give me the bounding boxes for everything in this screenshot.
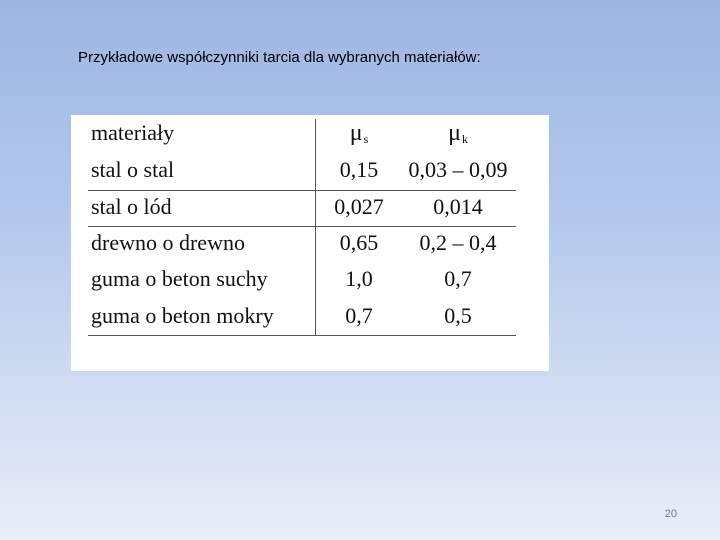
table-row-mu-k: 0,7 — [444, 266, 472, 291]
table-row-mu-s: 0,7 — [345, 303, 373, 328]
page-number: 20 — [664, 508, 677, 520]
table-row-mu-k: 0,2 – 0,4 — [419, 230, 497, 255]
table-row-mu-k: 0,014 — [433, 194, 483, 219]
table-row-mu-k: 0,03 – 0,09 — [408, 157, 508, 182]
table-row-material: drewno o drewno — [91, 230, 245, 255]
header-mu-k — [401, 115, 515, 151]
table-row-material: guma o beton suchy — [91, 266, 268, 291]
table-row-material: guma o beton mokry — [91, 303, 274, 328]
slide-title: Przykładowe współczynniki tarcia dla wybranych materiałów: — [78, 49, 481, 66]
header-mu-s — [317, 115, 401, 151]
table-row-mu-s: 0,15 — [339, 157, 379, 182]
friction-coefficients-table — [71, 115, 549, 371]
mu-s-symbol: μ — [349, 120, 363, 146]
table-row-mu-k: 0,5 — [444, 303, 472, 328]
table-row-material: stal o stal — [91, 157, 175, 182]
mu-k-subscript: k — [461, 132, 468, 146]
table-row-mu-s: 0,027 — [334, 194, 384, 219]
mu-k-symbol: μ — [448, 120, 461, 146]
table-row-mu-s: 0,65 — [339, 230, 379, 255]
column-divider — [315, 119, 316, 335]
table-bottom-rule — [88, 335, 516, 336]
mu-s-subscript: s — [363, 132, 369, 146]
table-row-mu-s: 1,0 — [345, 266, 373, 291]
table-row-material: stal o lód — [91, 194, 172, 219]
header-materials: materiały — [91, 120, 175, 145]
